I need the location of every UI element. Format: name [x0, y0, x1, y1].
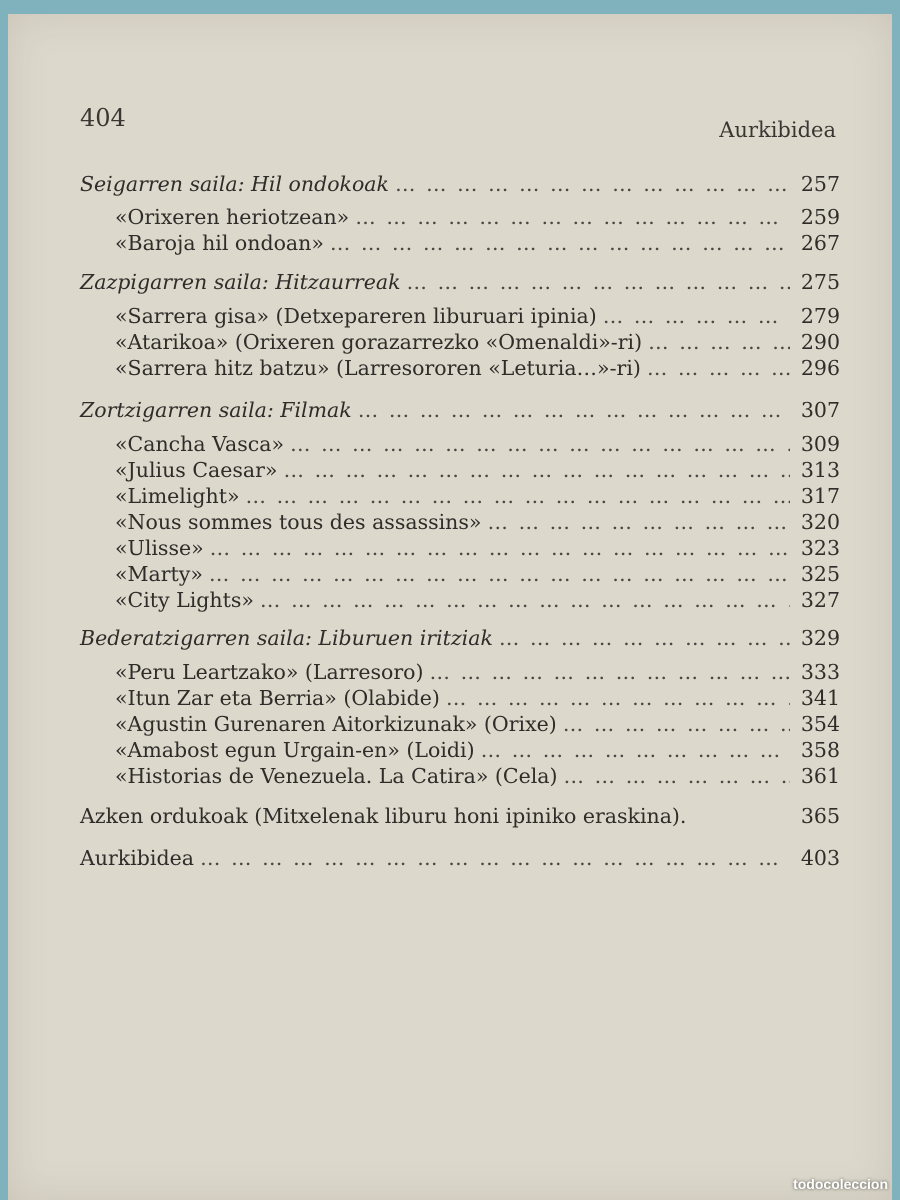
toc-page-number: 290 — [800, 330, 840, 354]
page-number: 404 — [80, 104, 126, 132]
toc-entry-title: «Marty» — [115, 562, 203, 586]
watermark-logo: todocoleccion — [793, 1176, 888, 1192]
toc-page-number: 358 — [800, 738, 840, 762]
toc-entry — [115, 738, 840, 766]
toc-page-number: 309 — [800, 432, 840, 456]
leader-dots — [407, 270, 790, 294]
toc-page-number: 325 — [800, 562, 840, 586]
toc-page-number: 329 — [800, 626, 840, 650]
leader-dots — [563, 712, 790, 736]
toc-entry — [115, 356, 840, 384]
toc-entry — [115, 330, 840, 358]
toc-section-title: Zortzigarren saila: Filmak — [80, 398, 352, 422]
toc-page-number: 267 — [800, 231, 840, 255]
toc-entry-azken — [80, 804, 840, 832]
toc-entry-title: «Sarrera hitz batzu» (Larresororen «Leturia…»-ri) — [115, 356, 641, 380]
toc-entry-title: «Ulisse» — [115, 536, 204, 560]
toc-entry — [115, 510, 840, 538]
leader-dots — [283, 458, 790, 482]
leader-dots — [290, 432, 790, 456]
toc-entry-title: «Orixeren heriotzean» — [115, 205, 350, 229]
toc-entry — [115, 432, 840, 460]
leader-dots — [647, 356, 790, 380]
toc-entry — [115, 484, 840, 512]
leader-dots — [499, 626, 790, 650]
toc-entry-title: «Itun Zar eta Berria» (Olabide) — [115, 686, 440, 710]
leader-dots — [487, 510, 790, 534]
toc-entry-title: «Amabost egun Urgain-en» (Loidi) — [115, 738, 475, 762]
toc-entry-title: «Baroja hil ondoan» — [115, 231, 324, 255]
toc-page-number: 313 — [800, 458, 840, 482]
toc-section-title: Zazpigarren saila: Hitzaurreak — [80, 270, 401, 294]
leader-dots — [200, 846, 790, 870]
toc-page-number: 365 — [800, 804, 840, 828]
toc-entry-title: «Atarikoa» (Orixeren gorazarrezko «Omenaldi»-ri) — [115, 330, 643, 354]
toc-entry-title: «Nous sommes tous des assassins» — [115, 510, 482, 534]
leader-dots — [260, 588, 790, 612]
toc-entry — [115, 588, 840, 616]
toc-entry-title: «Julius Caesar» — [115, 458, 278, 482]
toc-section-title: Bederatzigarren saila: Liburuen iritziak — [80, 626, 493, 650]
toc-section-9 — [80, 626, 840, 654]
toc-entry — [115, 562, 840, 590]
toc-page-number: 257 — [800, 172, 840, 196]
toc-page-number: 320 — [800, 510, 840, 534]
toc-entry-title: «Historias de Venezuela. La Catira» (Cela) — [115, 764, 558, 788]
leader-dots — [330, 231, 790, 255]
toc-entry — [115, 764, 840, 792]
toc-page-number: 259 — [800, 205, 840, 229]
toc-entry — [115, 660, 840, 688]
toc-page-number: 275 — [800, 270, 840, 294]
toc-page-number: 354 — [800, 712, 840, 736]
toc-page-number: 317 — [800, 484, 840, 508]
toc-page-number: 279 — [800, 304, 840, 328]
toc-page-number: 341 — [800, 686, 840, 710]
toc-entry-title: «Cancha Vasca» — [115, 432, 284, 456]
toc-entry-title: «Sarrera gisa» (Detxepareren liburuari ipinia) — [115, 304, 597, 328]
toc-page-number: 361 — [800, 764, 840, 788]
running-header: Aurkibidea — [719, 118, 836, 142]
toc-page-number: 307 — [800, 398, 840, 422]
toc-page-number: 333 — [800, 660, 840, 684]
toc-page-number: 296 — [800, 356, 840, 380]
toc-entry — [115, 304, 840, 332]
leader-dots — [564, 764, 790, 788]
toc-section-6 — [80, 172, 840, 200]
toc-section-8 — [80, 398, 840, 426]
toc-section-title: Seigarren saila: Hil ondokoak — [80, 172, 389, 196]
toc-entry-title: «Limelight» — [115, 484, 240, 508]
toc-entry — [115, 231, 840, 259]
leader-dots — [358, 398, 790, 422]
leader-dots — [429, 660, 790, 684]
leader-dots — [481, 738, 790, 762]
leader-dots — [395, 172, 790, 196]
toc-entry-title: «Agustin Gurenaren Aitorkizunak» (Orixe) — [115, 712, 557, 736]
toc-entry — [115, 458, 840, 486]
toc-entry-aurkibidea — [80, 846, 840, 874]
toc-entry-title: «City Lights» — [115, 588, 254, 612]
toc-entry-title: Aurkibidea — [80, 846, 194, 870]
toc-page-number: 403 — [800, 846, 840, 870]
toc-page-number: 327 — [800, 588, 840, 612]
toc-entry-title: «Peru Leartzako» (Larresoro) — [115, 660, 424, 684]
leader-dots — [210, 536, 790, 560]
leader-dots — [446, 686, 790, 710]
toc-entry — [115, 205, 840, 233]
leader-dots — [648, 330, 790, 354]
leader-dots — [246, 484, 790, 508]
toc-page-number: 323 — [800, 536, 840, 560]
toc-entry-title: Azken ordukoak (Mitxelenak liburu honi ipiniko eraskina). — [80, 804, 687, 828]
leader-dots — [603, 304, 790, 328]
toc-entry — [115, 536, 840, 564]
leader-dots — [209, 562, 790, 586]
toc-section-7 — [80, 270, 840, 298]
toc-entry — [115, 712, 840, 740]
leader-dots — [355, 205, 790, 229]
toc-entry — [115, 686, 840, 714]
